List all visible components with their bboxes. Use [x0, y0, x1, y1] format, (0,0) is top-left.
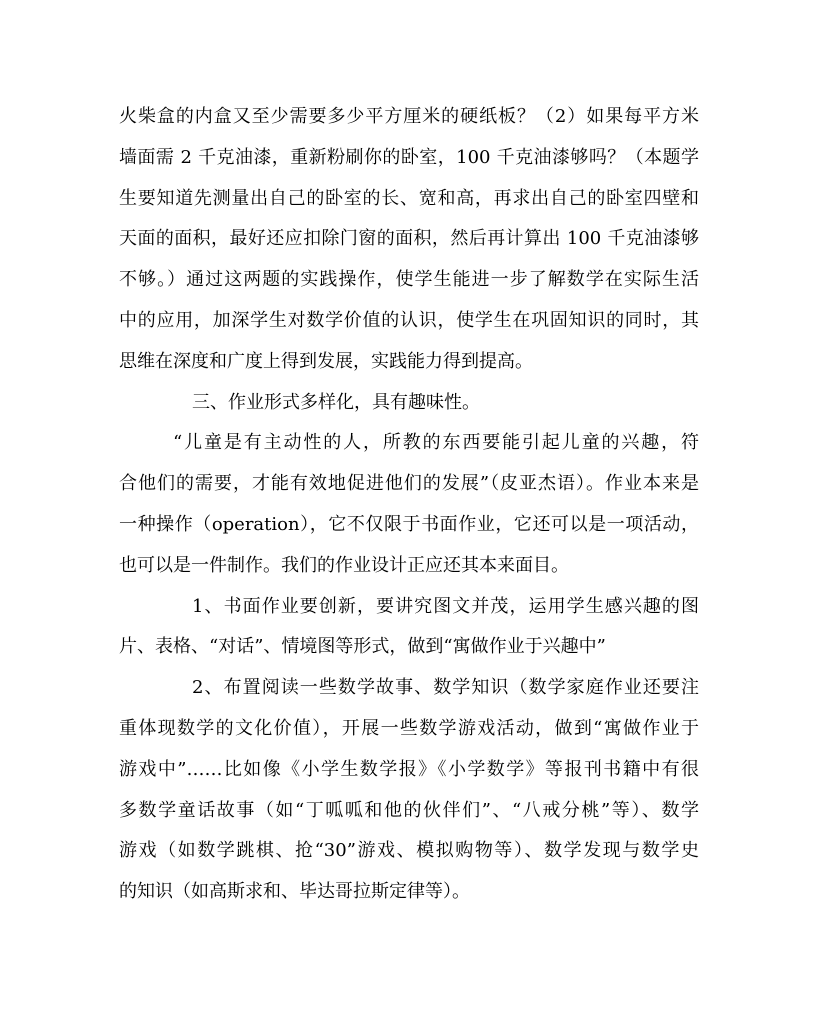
text-line: 游戏中”……比如像《小学生数学报》《小学数学》等报刊书籍中有很 [119, 758, 699, 780]
text-line: “儿童是有主动性的人，所教的东西要能引起儿童的兴趣，符 [173, 432, 699, 454]
text-line: 合他们的需要，才能有效地促进他们的发展”（皮亚杰语）。作业本来是 [119, 473, 699, 495]
text-line: 天面的面积，最好还应扣除门窗的面积，然后再计算出 100 千克油漆够 [119, 228, 699, 250]
text-line: 片、表格、“对话”、情境图等形式，做到“寓做作业于兴趣中” [119, 636, 606, 658]
text-line: 重体现数学的文化价值），开展一些数学游戏活动，做到“寓做作业于 [119, 717, 699, 739]
text-line: 也可以是一件制作。我们的作业设计正应还其本来面目。 [119, 554, 569, 576]
text-line: 1、书面作业要创新，要讲究图文并茂，运用学生感兴趣的图 [192, 595, 699, 617]
text-line: 墙面需 2 千克油漆，重新粉刷你的卧室，100 千克油漆够吗？（本题学 [119, 146, 699, 168]
text-line: 游戏（如数学跳棋、抢“30”游戏、模拟购物等）、数学发现与数学史 [119, 840, 699, 862]
text-line: 火柴盒的内盒又至少需要多少平方厘米的硬纸板？（2）如果每平方米 [119, 106, 699, 127]
text-line: 不够。）通过这两题的实践操作，使学生能进一步了解数学在实际生活 [119, 269, 699, 291]
text-line: 生要知道先测量出自己的卧室的长、宽和高，再求出自己的卧室四壁和 [119, 187, 699, 209]
text-line: 的知识（如高斯求和、毕达哥拉斯定律等）。 [119, 881, 470, 903]
document-body [119, 103, 699, 919]
text-line: 多数学童话故事（如“丁呱呱和他的伙伴们”、“八戒分桃”等）、数学 [119, 799, 699, 821]
section-heading: 三、作业形式多样化，具有趣味性。 [192, 391, 480, 413]
text-line: 一种操作（operation），它不仅限于书面作业，它还可以是一项活动， [119, 513, 699, 535]
text-line: 思维在深度和广度上得到发展，实践能力得到提高。 [119, 350, 533, 372]
text-line: 中的应用，加深学生对数学价值的认识，使学生在巩固知识的同时，其 [119, 309, 699, 331]
text-line: 2、布置阅读一些数学故事、数学知识（数学家庭作业还要注 [192, 677, 699, 699]
